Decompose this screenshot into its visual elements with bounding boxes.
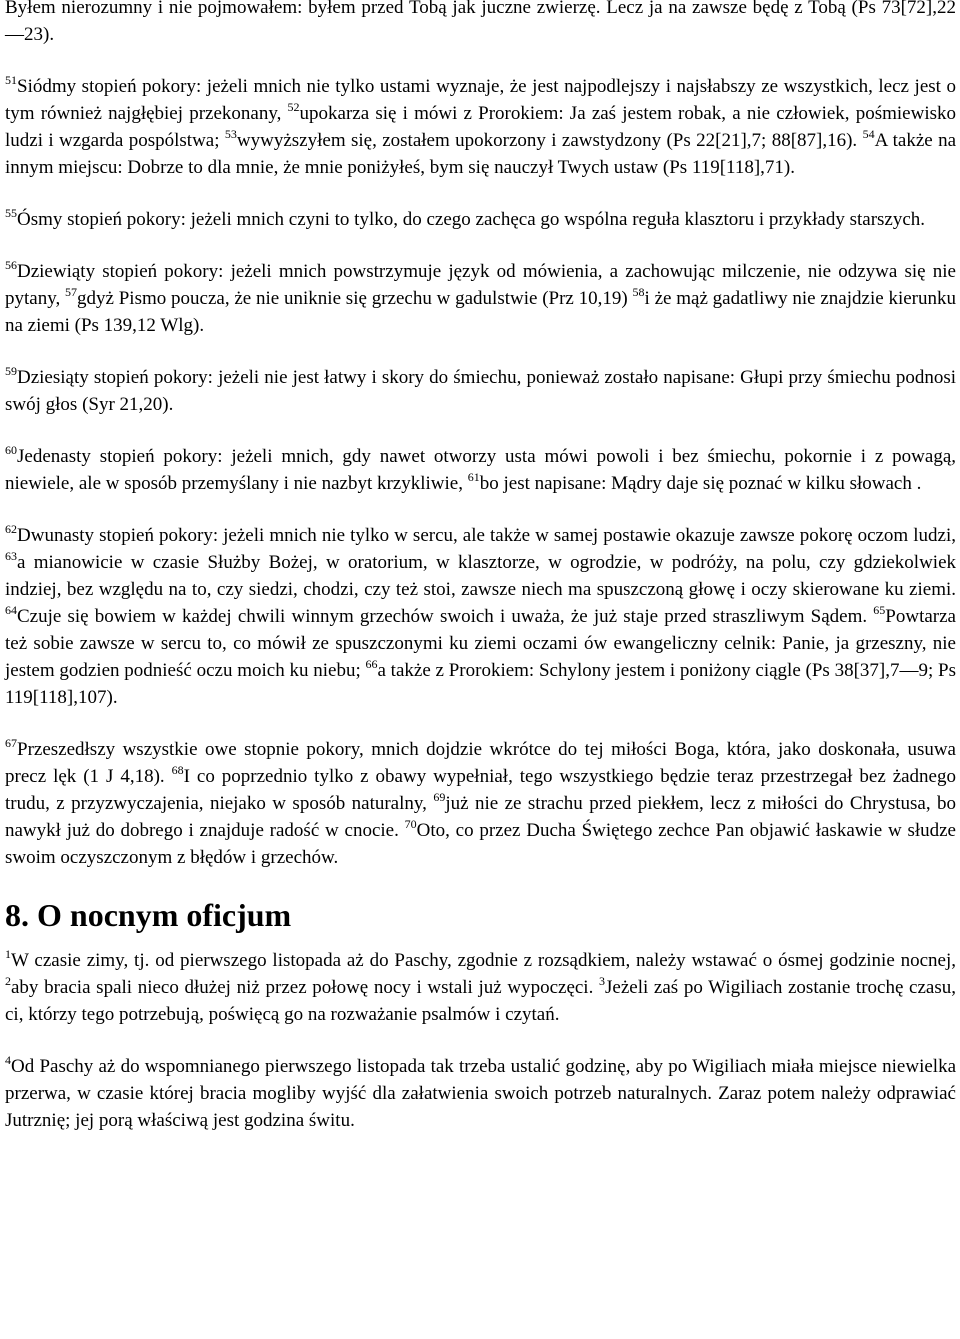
verse-number: 68 xyxy=(171,763,184,777)
verse-number: 58 xyxy=(632,285,645,299)
verse-number: 1 xyxy=(5,947,11,961)
verse-number: 3 xyxy=(599,974,606,988)
paragraph-text: Powtarza też sobie zawsze w sercu to, co mówił ze spuszczonymi ku ziemi oczami ów ewangeliczny celnik: Panie, ja grzeszny, nie jestem godzien podnieść oczu moich ku niebu; xyxy=(5,606,956,681)
paragraph-text: Dziesiąty stopień pokory: jeżeli nie jest łatwy i skory do śmiechu, ponieważ zostało napisane: Głupi przy śmiechu podnosi swój głos (Syr 21,20). xyxy=(5,367,956,415)
paragraph xyxy=(5,206,956,233)
verse-number: 70 xyxy=(404,817,417,831)
paragraph-text: Ósmy stopień pokory: jeżeli mnich czyni to tylko, do czego zachęca go wspólna reguła klasztoru i przykłady starszych. xyxy=(17,209,926,230)
paragraph-text: Przeszedłszy wszystkie owe stopnie pokory, mnich dojdzie wkrótce do tej miłości Boga, która, jako doskonała, usuwa precz lęk (1 J 4,18). xyxy=(5,739,956,787)
paragraph-text: Siódmy stopień pokory: jeżeli mnich nie tylko ustami wyznaje, że jest najpodlejszy i najsłabszy ze wszystkich, lecz jest o tym również najgłębiej przekonany, xyxy=(5,76,956,124)
paragraph-text: A także na innym miejscu: Dobrze to dla mnie, że mnie poniżyłeś, bym się nauczył Twych ustaw (Ps 119[118],71). xyxy=(5,130,956,178)
paragraph-text: Jedenasty stopień pokory: jeżeli mnich, gdy nawet otworzy usta mówi powoli i bez śmiechu, pokornie i z powagą, niewiele, ale w sposób przemyślany i nie nazbyt krzykliwie, xyxy=(5,446,956,494)
verse-number: 66 xyxy=(365,657,378,671)
paragraph-text: a mianowicie w czasie Służby Bożej, w oratorium, w klasztorze, w ogrodzie, w podróży, na polu, czy gdziekolwiek indziej, bez względu na to, czy siedzi, chodzi, czy też stoi, zawsze niech ma spuszczoną głowę i oczy skierowane ku ziemi. xyxy=(5,552,956,600)
paragraph-text: bo jest napisane: Mądry daje się poznać w kilku słowach . xyxy=(479,473,922,494)
verse-number: 65 xyxy=(873,603,886,617)
verse-number: 62 xyxy=(5,522,17,536)
paragraph-text: Dwunasty stopień pokory: jeżeli mnich nie tylko w sercu, ale także w samej postawie okazuje zawsze pokorę oczom ludzi, xyxy=(17,525,956,546)
document-body-bottom xyxy=(5,947,956,1134)
paragraph-text: upokarza się i mówi z Prorokiem: Ja zaś jestem robak, a nie człowiek, pośmiewisko ludzi i wzgarda pospólstwa; xyxy=(5,103,956,151)
paragraph xyxy=(5,73,956,181)
paragraph-text: a także z Prorokiem: Schylony jestem i poniżony ciągle (Ps 38[37],7—9; Ps 119[118],107). xyxy=(5,660,956,708)
paragraph-text: aby bracia spali nieco dłużej niż przez połowę nocy i wstali już wypoczęci. xyxy=(11,977,600,998)
verse-number: 59 xyxy=(5,364,17,378)
paragraph xyxy=(5,522,956,711)
paragraph-text: wywyższyłem się, zostałem upokorzony i zawstydzony (Ps 22[21],7; 88[87],16). xyxy=(236,130,863,151)
verse-number: 53 xyxy=(224,127,237,141)
paragraph xyxy=(5,1053,956,1134)
verse-number: 4 xyxy=(5,1053,11,1067)
verse-number: 55 xyxy=(5,206,17,220)
paragraph-text: W czasie zimy, tj. od pierwszego listopada aż do Paschy, zgodnie z rozsądkiem, należy wstawać o ósmej godzinie nocnej, xyxy=(11,950,956,971)
paragraph-text: I co poprzednio tylko z obawy wypełniał, tego wszystkiego będzie teraz przestrzegał bez żadnego trudu, z przyzwyczajenia, niejako w sposób naturalny, xyxy=(5,766,956,814)
verse-number: 67 xyxy=(5,736,17,750)
paragraph-text: Byłem nierozumny i nie pojmowałem: byłem przed Tobą jak juczne zwierzę. Lecz ja na zawsze będę z Tobą (Ps 73[72],22—23). xyxy=(5,0,956,45)
verse-number: 2 xyxy=(5,974,11,988)
paragraph xyxy=(5,947,956,1028)
paragraph xyxy=(5,443,956,497)
paragraph-text: Jeżeli zaś po Wigiliach zostanie trochę czasu, ci, którzy tego potrzebują, poświęcą go na rozważanie psalmów i czytań. xyxy=(5,977,956,1025)
verse-number: 57 xyxy=(65,285,78,299)
document-page xyxy=(5,0,956,1134)
paragraph-text: Dziewiąty stopień pokory: jeżeli mnich powstrzymuje język od mówienia, a zachowując milczenie, nie odzywa się nie pytany, xyxy=(5,261,956,309)
chapter-heading: 8. O nocnym oficjum xyxy=(5,897,292,933)
verse-number: 54 xyxy=(862,127,875,141)
verse-number: 52 xyxy=(287,100,300,114)
paragraph xyxy=(5,364,956,418)
paragraph xyxy=(5,258,956,339)
paragraph xyxy=(5,736,956,871)
verse-number: 69 xyxy=(433,790,446,804)
paragraph-text: Oto, co przez Ducha Świętego zechce Pan objawić łaskawie w słudze swoim oczyszczonym z błędów i grzechów. xyxy=(5,820,956,868)
paragraph-text: i że mąż gadatliwy nie znajdzie kierunku na ziemi (Ps 139,12 Wlg). xyxy=(5,288,956,336)
paragraph-text: już nie ze strachu przed piekłem, lecz z miłości do Chrystusa, bo nawykł już do dobrego i znajduje radość w cnocie. xyxy=(5,793,956,841)
paragraph-text: Od Paschy aż do wspomnianego pierwszego listopada tak trzeba ustalić godzinę, aby po Wigiliach miała miejsce niewielka przerwa, w czasie której bracia mogliby wyjść dla załatwienia swoich potrzeb naturalnych. Zaraz potem należy odprawiać Jutrznię; jej porą właściwą jest godzina świtu. xyxy=(5,1056,956,1131)
paragraph-text: gdyż Pismo poucza, że nie uniknie się grzechu w gadulstwie (Prz 10,19) xyxy=(77,288,633,309)
verse-number: 60 xyxy=(5,443,17,457)
verse-number: 64 xyxy=(5,603,17,617)
verse-number: 51 xyxy=(5,73,17,87)
verse-number: 63 xyxy=(5,549,17,563)
paragraph xyxy=(5,0,956,48)
paragraph-text: Czuje się bowiem w każdej chwili winnym grzechów swoich i uważa, że już staje przed straszliwym Sądem. xyxy=(17,606,874,627)
verse-number: 61 xyxy=(467,470,480,484)
verse-number: 56 xyxy=(5,258,17,272)
document-body-top xyxy=(5,0,956,871)
